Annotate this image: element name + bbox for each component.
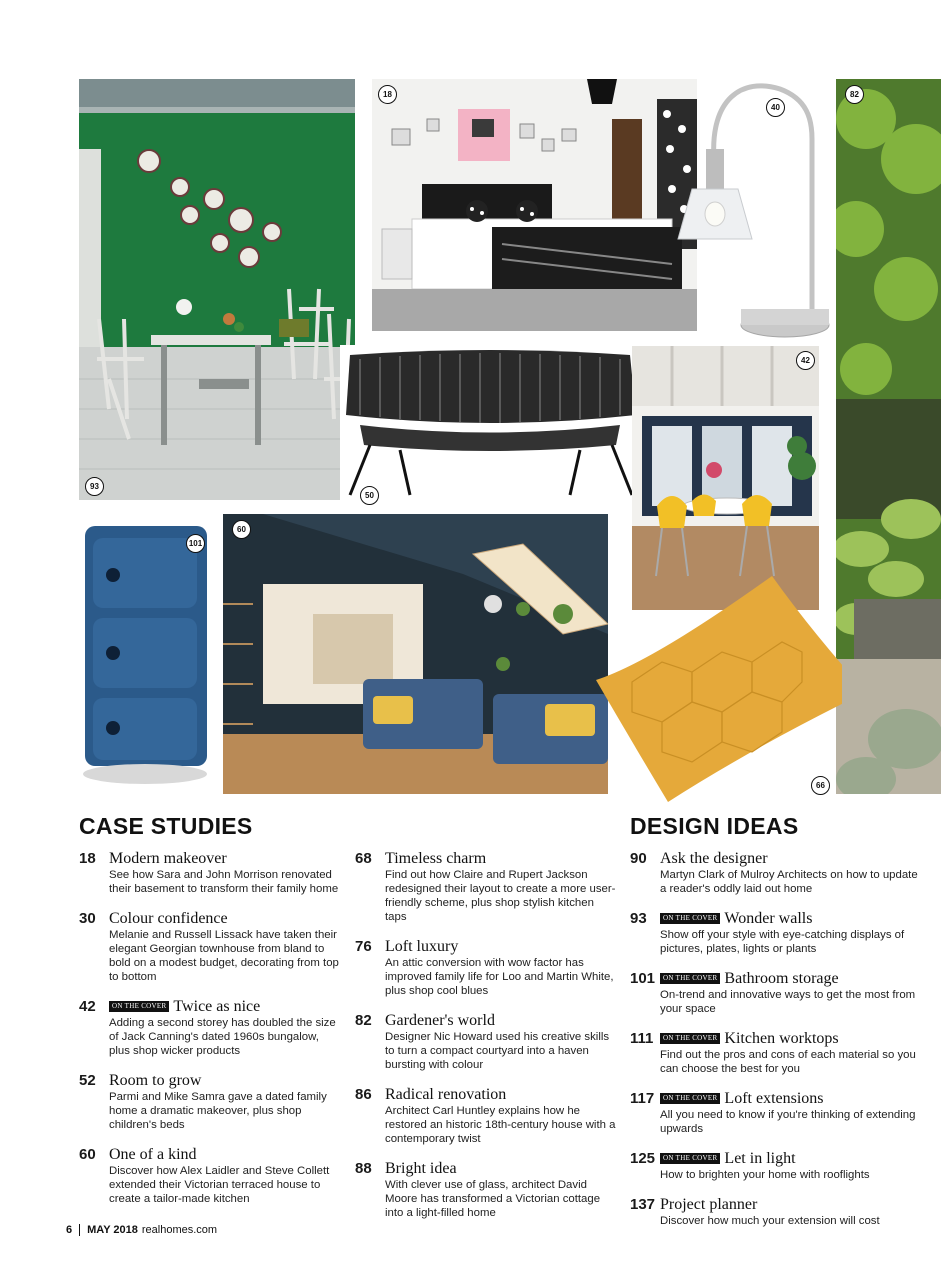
entry-title-text: Kitchen worktops xyxy=(724,1030,839,1047)
entry-title xyxy=(660,1029,920,1048)
entry-description: Discover how much your extension will cost xyxy=(660,1215,880,1227)
entry-title-text: Let in light xyxy=(724,1150,796,1167)
entry-description: Martyn Clark of Mulroy Architects on how to update a reader's oddly laid out home xyxy=(660,869,918,895)
contents-entry[interactable] xyxy=(79,1071,341,1132)
page-number: 76 xyxy=(355,938,372,955)
entry-title-text: Twice as nice xyxy=(173,998,261,1015)
entry-title: Colour confidence xyxy=(109,910,228,927)
entry-title xyxy=(660,1149,920,1168)
on-the-cover-badge: ON THE COVER xyxy=(660,913,720,924)
page-footer xyxy=(66,1224,217,1236)
page-badge-40: 40 xyxy=(766,98,785,117)
page-badge-82: 82 xyxy=(845,85,864,104)
photo-wicker-sofa xyxy=(340,345,640,505)
entry-description: Melanie and Russell Lissack have taken their elegant Georgian townhouse from bland to bold on a modest budget, decorating from top to bottom xyxy=(109,929,339,983)
on-the-cover-badge: ON THE COVER xyxy=(660,973,720,984)
contents-entry[interactable] xyxy=(79,997,341,1058)
page-number: 82 xyxy=(355,1012,372,1029)
entry-title-text: Loft extensions xyxy=(724,1090,824,1107)
entry-description: How to brighten your home with rooflights xyxy=(660,1169,870,1181)
entry-description: Parmi and Mike Samra gave a dated family home a dramatic makeover, plus shop children's beds xyxy=(109,1091,327,1131)
page-number: 18 xyxy=(79,850,96,867)
contents-entry[interactable] xyxy=(630,849,920,896)
contents-entry[interactable] xyxy=(630,909,920,956)
on-the-cover-badge: ON THE COVER xyxy=(109,1001,169,1012)
photo-garden xyxy=(836,79,941,794)
contents-entry[interactable] xyxy=(630,1195,920,1228)
page-badge-93: 93 xyxy=(85,477,104,496)
footer-date: MAY 2018 xyxy=(87,1224,138,1236)
photo-dining-yellow-chairs xyxy=(632,346,819,610)
footer-website: realhomes.com xyxy=(141,1224,218,1236)
entry-title: Modern makeover xyxy=(109,850,227,867)
page-badge-50: 50 xyxy=(360,486,379,505)
contents-entry[interactable] xyxy=(79,909,341,984)
case-studies-column-2 xyxy=(355,849,617,1233)
entry-title-text: Wonder walls xyxy=(724,910,813,927)
contents-entry[interactable] xyxy=(355,849,617,924)
page-number: 60 xyxy=(79,1146,96,1163)
contents-entry[interactable] xyxy=(355,937,617,998)
entry-description: On-trend and innovative ways to get the most from your space xyxy=(660,989,916,1015)
page-number: 90 xyxy=(630,850,647,867)
design-ideas-heading: DESIGN IDEAS xyxy=(630,813,799,839)
design-ideas-column xyxy=(630,849,920,1241)
contents-entry[interactable] xyxy=(630,1029,920,1076)
page-number: 68 xyxy=(355,850,372,867)
photo-green-dining-room xyxy=(79,79,355,500)
contents-entry[interactable] xyxy=(630,1149,920,1182)
entry-title xyxy=(660,1089,920,1108)
page-badge-60: 60 xyxy=(232,520,251,539)
photo-yellow-cushion xyxy=(592,572,842,804)
entry-title xyxy=(660,909,920,928)
entry-description: Find out the pros and cons of each material so you can choose the best for you xyxy=(660,1049,916,1075)
page-number: 125 xyxy=(630,1150,656,1167)
entry-description: See how Sara and John Morrison renovated their basement to transform their family home xyxy=(109,869,339,895)
entry-title xyxy=(660,969,920,988)
on-the-cover-badge: ON THE COVER xyxy=(660,1033,720,1044)
entry-title: Bright idea xyxy=(385,1160,457,1177)
photo-attic-kitchen xyxy=(223,514,608,794)
entry-title: Room to grow xyxy=(109,1072,202,1089)
on-the-cover-badge: ON THE COVER xyxy=(660,1093,720,1104)
entry-title: Timeless charm xyxy=(385,850,487,867)
case-studies-column-1 xyxy=(79,849,341,1219)
page-number: 52 xyxy=(79,1072,96,1089)
page-badge-101: 101 xyxy=(186,534,205,553)
entry-description: Find out how Claire and Rupert Jackson redesigned their layout to create a more user-friendly scheme, plus shop stylish kitchen taps xyxy=(385,869,616,923)
page-badge-18: 18 xyxy=(378,85,397,104)
entry-title: Radical renovation xyxy=(385,1086,507,1103)
entry-description: With clever use of glass, architect David Moore has transformed a Victorian cottage into a light-filled home xyxy=(385,1179,601,1219)
entry-title: Loft luxury xyxy=(385,938,459,955)
page-number: 101 xyxy=(630,970,656,987)
page-number: 86 xyxy=(355,1086,372,1103)
contents-entry[interactable] xyxy=(355,1159,617,1220)
footer-divider xyxy=(79,1224,80,1236)
footer-page-number: 6 xyxy=(66,1224,73,1236)
photo-blue-storage xyxy=(79,520,211,795)
contents-entry[interactable] xyxy=(79,1145,341,1206)
contents-entry[interactable] xyxy=(355,1085,617,1146)
entry-description: Discover how Alex Laidler and Steve Collett extended their Victorian terraced house to create a tailor-made kitchen xyxy=(109,1165,330,1205)
page-number: 111 xyxy=(630,1030,654,1047)
entry-title-text: Bathroom storage xyxy=(724,970,839,987)
page-number: 117 xyxy=(630,1090,655,1107)
page-number: 93 xyxy=(630,910,647,927)
contents-entry[interactable] xyxy=(79,849,341,896)
entry-description: Adding a second storey has doubled the size of Jack Canning's dated 1960s bungalow, plus shop wicker products xyxy=(109,1017,336,1057)
entry-description: All you need to know if you're thinking of extending upwards xyxy=(660,1109,916,1135)
entry-description: Designer Nic Howard used his creative skills to turn a compact courtyard into a haven bursting with colour xyxy=(385,1031,610,1071)
contents-entry[interactable] xyxy=(630,1089,920,1136)
entry-title: One of a kind xyxy=(109,1146,197,1163)
page-number: 88 xyxy=(355,1160,372,1177)
entry-title: Ask the designer xyxy=(660,850,768,867)
page-number: 30 xyxy=(79,910,96,927)
entry-description: Architect Carl Huntley explains how he restored an historic 18th-century house with a contemporary twist xyxy=(385,1105,616,1145)
page-number: 137 xyxy=(630,1196,656,1213)
photo-bedroom xyxy=(372,79,697,331)
entry-title: Project planner xyxy=(660,1196,758,1213)
entry-description: An attic conversion with wow factor has improved family life for Loo and Martin White, plus shop cool blues xyxy=(385,957,614,997)
entry-title xyxy=(109,997,341,1016)
page-badge-66: 66 xyxy=(811,776,830,795)
page-badge-42: 42 xyxy=(796,351,815,370)
contents-entry[interactable] xyxy=(355,1011,617,1072)
contents-entry[interactable] xyxy=(630,969,920,1016)
page-number: 42 xyxy=(79,998,96,1015)
on-the-cover-badge: ON THE COVER xyxy=(660,1153,720,1164)
entry-title: Gardener's world xyxy=(385,1012,495,1029)
case-studies-heading: CASE STUDIES xyxy=(79,813,253,839)
entry-description: Show off your style with eye-catching displays of pictures, plates, lights or plants xyxy=(660,929,905,955)
photo-lamp xyxy=(672,79,832,339)
